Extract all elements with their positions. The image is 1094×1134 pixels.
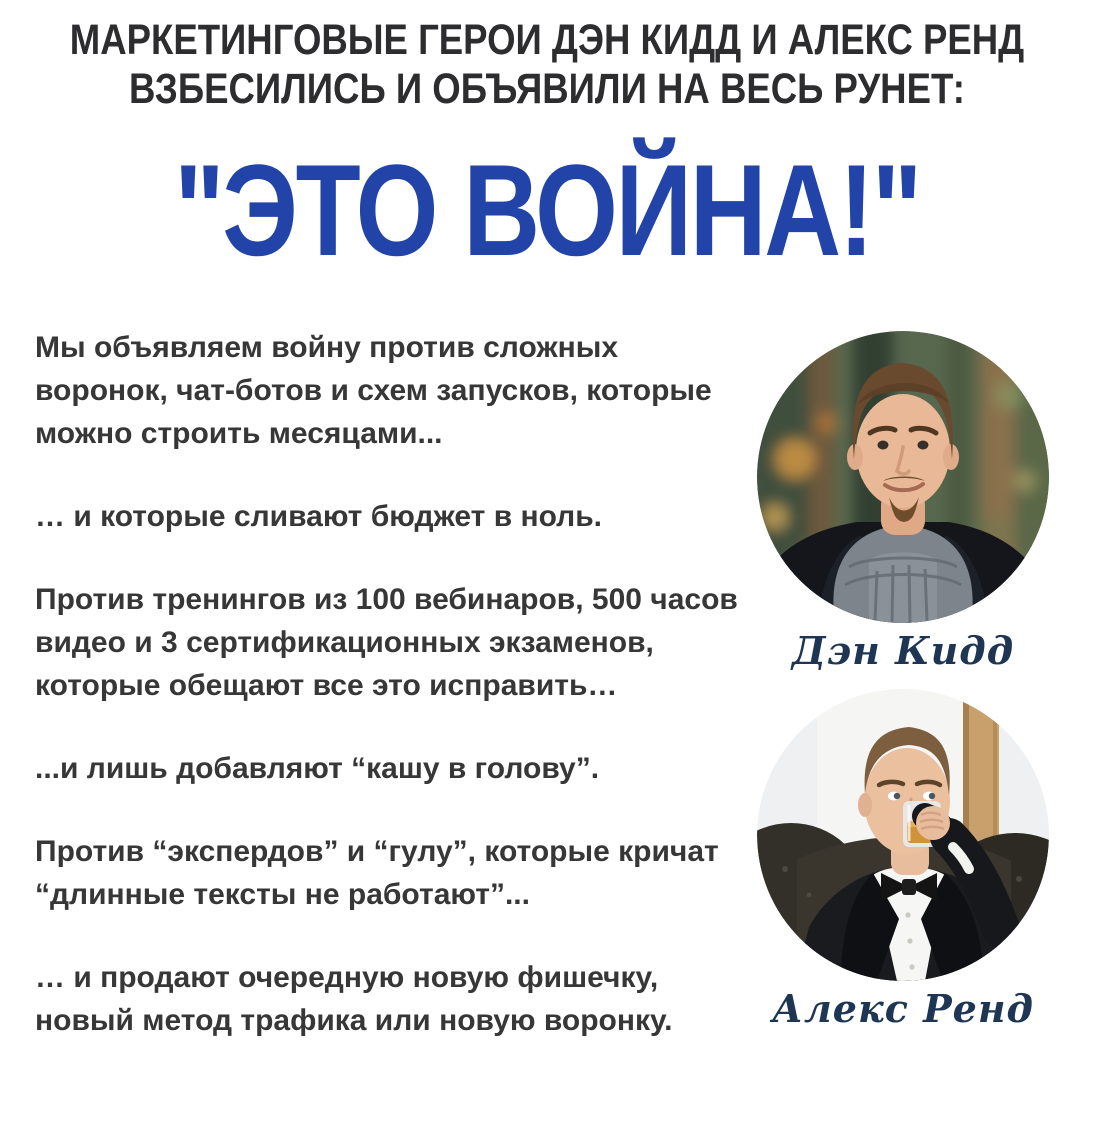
- article-copy: [35, 326, 747, 1042]
- dan-kidd-photo: [757, 331, 1049, 623]
- portraits-column: [753, 331, 1053, 1047]
- body-paragraph-2: … и которые сливают бюджет в ноль.: [35, 500, 603, 533]
- body-paragraph-4: ...и лишь добавляют “кашу в голову”.: [35, 752, 600, 785]
- dan-kidd-figure: [757, 331, 1049, 689]
- alex-rend-photo: [757, 689, 1049, 981]
- alex-rend-figure: [757, 689, 1049, 1047]
- main-content: [0, 326, 1094, 1047]
- alex-rend-signature: Алекс Ренд: [772, 986, 1034, 1031]
- dan-kidd-signature: Дэн Кидд: [791, 628, 1015, 673]
- main-title: "ЭТО ВОЙНА!": [174, 137, 920, 283]
- body-paragraph-3: Против тренингов из 100 вебинаров, 500 часов видео и 3 сертификационных экзаменов, которые обещают все это исправить…: [35, 583, 738, 702]
- body-paragraph-6: … и продают очередную новую фишечку, новый метод трафика или новую воронку.: [35, 961, 673, 1037]
- body-paragraph-1: Мы объявляем войну против сложных воронок, чат-ботов и схем запусков, которые можно строить месяцами...: [35, 331, 712, 450]
- headline-kicker: МАРКЕТИНГОВЫЕ ГЕРОИ ДЭН КИДД И АЛЕКС РЕНД ВЗБЕСИЛИСЬ И ОБЪЯВИЛИ НА ВЕСЬ РУНЕТ:: [69, 16, 1025, 113]
- body-paragraph-5: Против “экспердов” и “гулу”, которые кричат “длинные тексты не работают”...: [35, 835, 719, 911]
